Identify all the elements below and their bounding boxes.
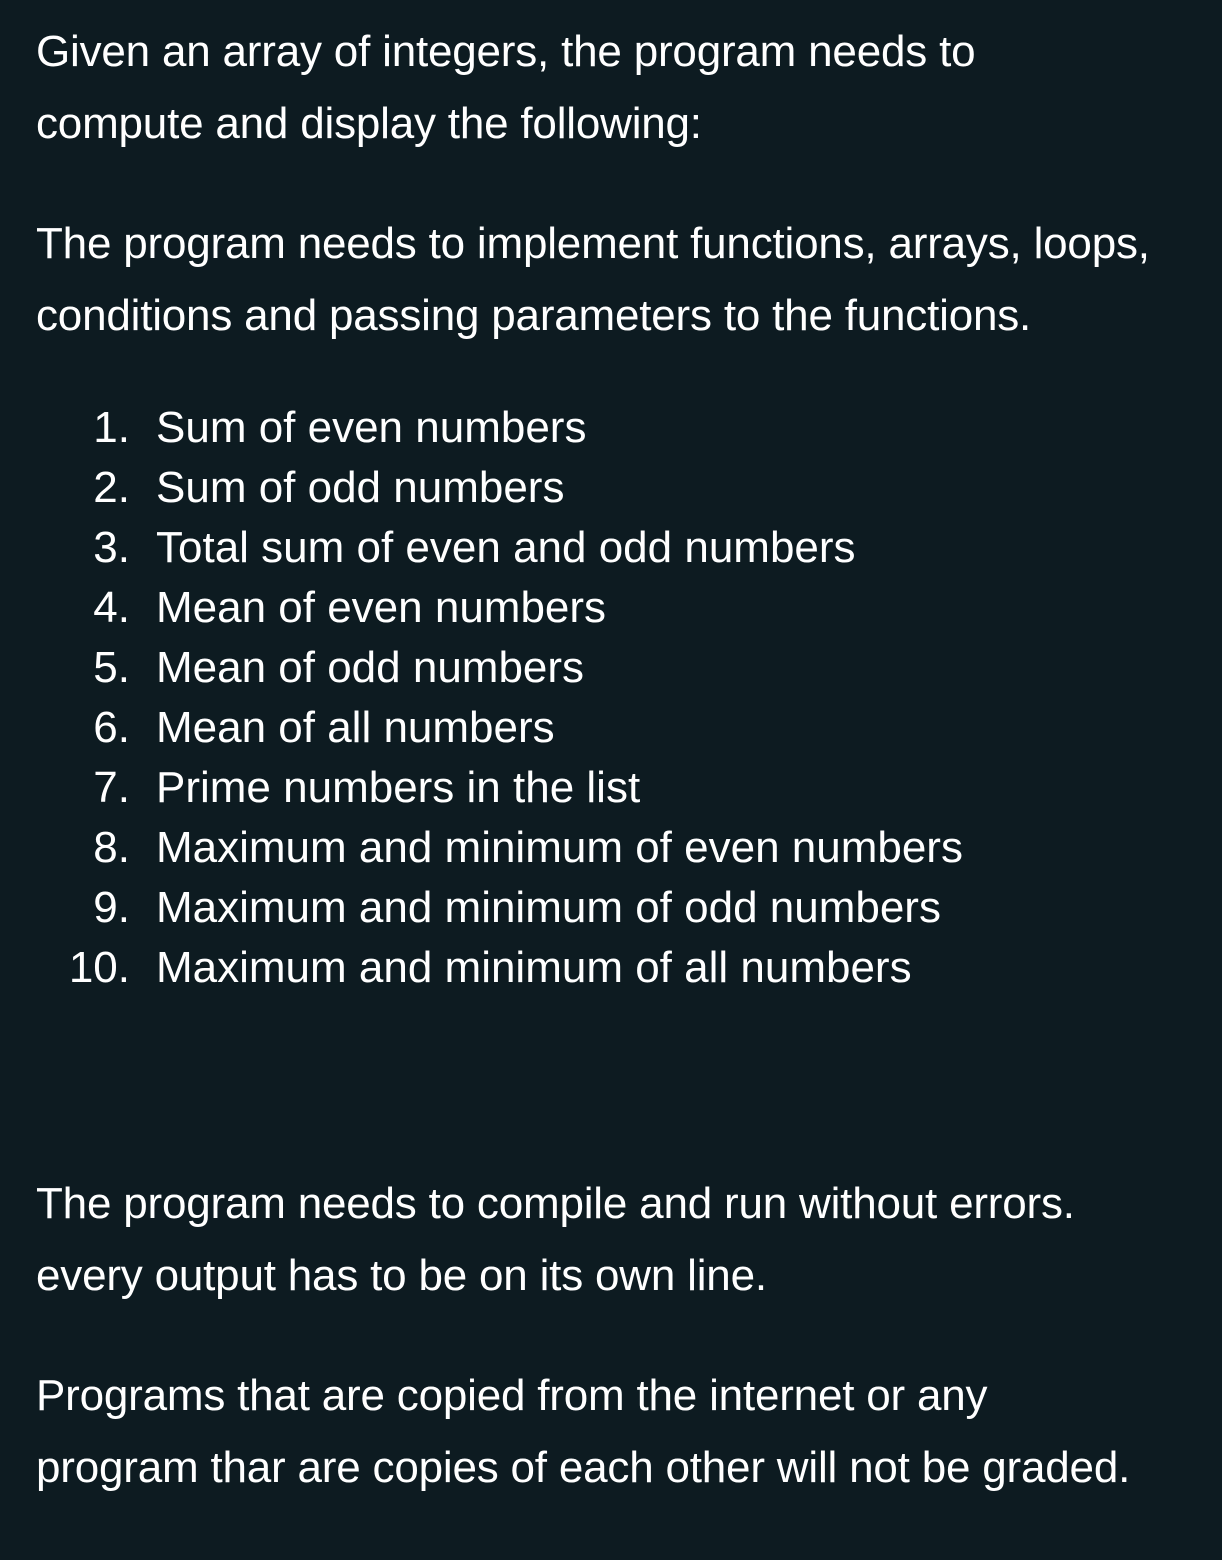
list-item-number: 2.	[93, 463, 130, 512]
list-item-text: Maximum and minimum of even numbers	[156, 823, 963, 872]
intro-paragraph	[36, 16, 1222, 160]
list-item-text: Mean of all numbers	[156, 703, 555, 752]
plagiarism-note-line: program thar are copies of each other will not be graded.	[36, 1443, 1131, 1492]
list-item-number: 5.	[93, 643, 130, 692]
list-item-number: 7.	[93, 763, 130, 812]
plagiarism-note-line: Programs that are copied from the internet or any	[36, 1371, 988, 1420]
compile-note-line: every output has to be on its own line.	[36, 1251, 767, 1300]
list-item-text: Maximum and minimum of all numbers	[156, 943, 912, 992]
list-item-number: 10.	[68, 943, 130, 992]
intro-line: compute and display the following:	[36, 99, 702, 148]
list-item-number: 9.	[93, 883, 130, 932]
list-item-text: Prime numbers in the list	[156, 763, 641, 812]
list-item-number: 3.	[93, 523, 130, 572]
list-item-text: Sum of even numbers	[156, 403, 587, 452]
list-item-number: 8.	[93, 823, 130, 872]
requirements-line: The program needs to implement functions, arrays, loops,	[36, 219, 1150, 268]
requirements-paragraph	[36, 208, 1222, 352]
requirements-line: conditions and passing parameters to the functions.	[36, 291, 1032, 340]
list-item-text: Mean of odd numbers	[156, 643, 585, 692]
plagiarism-note-paragraph	[36, 1360, 1222, 1504]
compile-note-line: The program needs to compile and run without errors.	[36, 1179, 1075, 1228]
list-item-text: Total sum of even and odd numbers	[156, 523, 856, 572]
list-item-text: Maximum and minimum of odd numbers	[156, 883, 941, 932]
compile-note-paragraph	[36, 1168, 1222, 1312]
list-item-text: Sum of odd numbers	[156, 463, 565, 512]
list-item-text: Mean of even numbers	[156, 583, 607, 632]
list-item-number: 1.	[93, 403, 130, 452]
intro-line: Given an array of integers, the program needs to	[36, 27, 976, 76]
list-item-number: 6.	[93, 703, 130, 752]
list-item-number: 4.	[93, 583, 130, 632]
